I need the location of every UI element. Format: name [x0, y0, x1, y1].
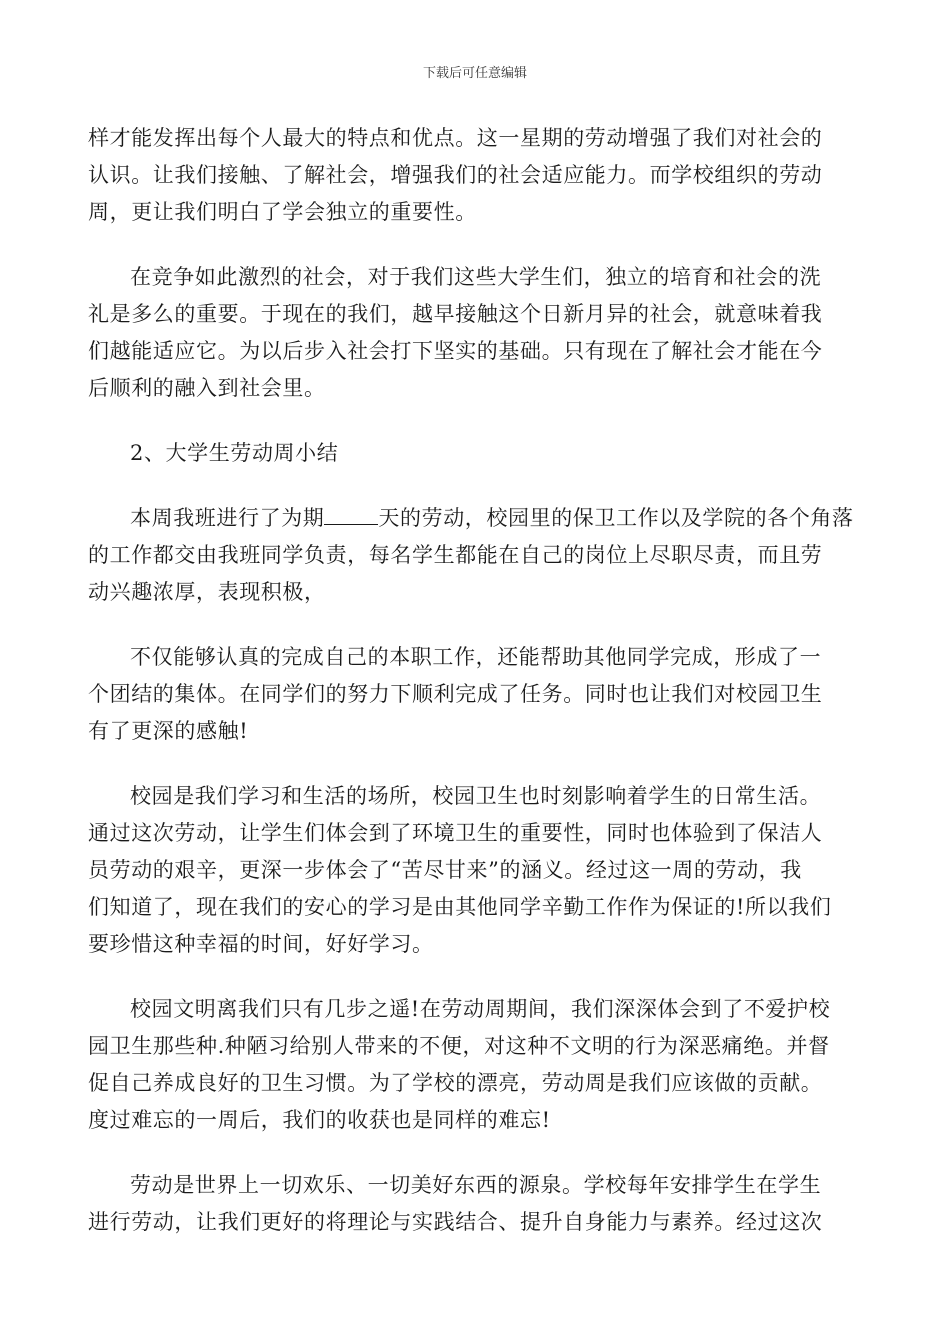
text-line: 礼是多么的重要。于现在的我们，越早接触这个日新月异的社会，就意味着我 — [88, 302, 823, 326]
text-line: 园卫生那些种.种陋习给别人带来的不便，对这种不文明的行为深恶痛绝。并督 — [88, 1034, 830, 1058]
text-line: 动兴趣浓厚，表现积极， — [88, 580, 326, 604]
text-line — [88, 500, 860, 537]
text-line: 校园是我们学习和生活的场所，校园卫生也时刻影响着学生的日常生活。 — [130, 784, 822, 808]
document-body — [88, 120, 860, 1269]
paragraph-6 — [88, 991, 860, 1139]
fill-in-blank — [324, 502, 378, 525]
text-line: 有了更深的感触! — [88, 719, 249, 743]
text-fragment: 天的劳动，校园里的保卫工作以及学院的各个角落 — [378, 506, 854, 530]
page-header: 下载后可任意编辑 — [422, 66, 527, 81]
text-line: 促自己养成良好的卫生习惯。为了学校的漂亮，劳动周是我们应该做的贡献。 — [88, 1071, 823, 1095]
section-heading — [88, 435, 860, 472]
text-line: 后顺利的融入到社会里。 — [88, 376, 326, 400]
text-line: 们知道了，现在我们的安心的学习是由其他同学辛勤工作作为保证的!所以我们 — [88, 895, 832, 919]
text-line: 们越能适应它。为以后步入社会打下坚实的基础。只有现在了解社会才能在今 — [88, 339, 823, 363]
text-line: 样才能发挥出每个人最大的特点和优点。这一星期的劳动增强了我们对社会的 — [88, 126, 823, 150]
text-line: 认识。让我们接触、了解社会，增强我们的社会适应能力。而学校组织的劳动 — [88, 163, 823, 187]
paragraph-3 — [88, 500, 860, 611]
text-line: 员劳动的艰辛，更深一步体会了“苦尽甘来”的涵义。经过这一周的劳动，我 — [88, 858, 802, 882]
text-line: 进行劳动，让我们更好的将理论与实践结合、提升自身能力与素养。经过这次 — [88, 1210, 823, 1234]
text-line: 个团结的集体。在同学们的努力下顺利完成了任务。同时也让我们对校园卫生 — [88, 682, 823, 706]
paragraph-2 — [88, 259, 860, 407]
paragraph-5 — [88, 778, 860, 963]
text-line: 在竞争如此激烈的社会，对于我们这些大学生们，独立的培育和社会的洗 — [130, 265, 822, 289]
text-line: 通过这次劳动，让学生们体会到了环境卫生的重要性，同时也体验到了保洁人 — [88, 821, 823, 845]
text-line: 度过难忘的一周后，我们的收获也是同样的难忘! — [88, 1108, 551, 1132]
paragraph-7 — [88, 1167, 860, 1241]
text-line: 校园文明离我们只有几步之遥!在劳动周期间，我们深深体会到了不爱护校 — [130, 997, 831, 1021]
text-line: 不仅能够认真的完成自己的本职工作，还能帮助其他同学完成，形成了一 — [130, 645, 822, 669]
text-fragment: 本周我班进行了为期 — [130, 506, 325, 530]
section-title: 2、大学生劳动周小结 — [130, 441, 339, 465]
text-line: 劳动是世界上一切欢乐、一切美好东西的源泉。学校每年安排学生在学生 — [130, 1173, 822, 1197]
text-line: 周，更让我们明白了学会独立的重要性。 — [88, 200, 477, 224]
paragraph-4 — [88, 639, 860, 750]
paragraph-1 — [88, 120, 860, 231]
text-line: 的工作都交由我班同学负责，每名学生都能在自己的岗位上尽职尽责，而且劳 — [88, 543, 823, 567]
text-line: 要珍惜这种幸福的时间，好好学习。 — [88, 932, 434, 956]
